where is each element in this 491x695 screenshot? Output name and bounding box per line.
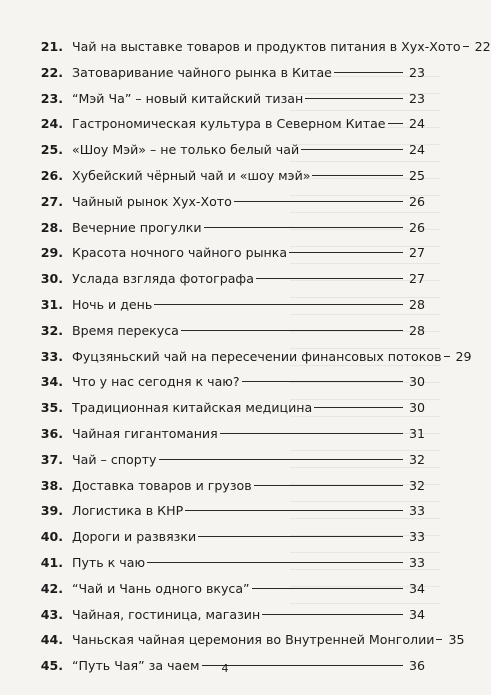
table-of-contents [33,34,491,679]
toc-entry-page: 33 [408,503,425,519]
toc-entry-page: 23 [408,64,425,80]
toc-entry-number: 23. [40,90,63,106]
toc-entry-number: 40. [40,529,63,545]
toc-entry-number: 45. [40,658,63,674]
toc-entry-title: Чаньская чайная церемония во Внутренней Монголии [72,632,435,648]
toc-entry [33,60,425,86]
toc-entry-title: Чай на выставке товаров и продуктов питания в Хух-Хото [72,39,461,54]
toc-entry-page: 35 [448,632,465,648]
toc-entry [33,34,491,60]
toc-entry-title: “Чай и Чань одного вкуса” [72,580,250,596]
leader-line [301,149,403,150]
toc-entry-number: 34. [40,374,63,390]
toc-entry-number: 37. [40,451,63,467]
leader-line [289,252,403,253]
leader-line [159,459,404,460]
toc-entry-number: 32. [40,322,63,338]
leader-line [436,639,442,640]
leader-line [234,201,403,202]
toc-entry-page: 30 [408,374,425,390]
leader-line [185,510,403,511]
toc-entry-number: 39. [40,503,63,519]
toc-entry [33,447,425,473]
toc-entry [33,215,425,241]
toc-entry [33,524,425,550]
toc-entry-page: 27 [408,271,425,287]
toc-entry-page: 33 [408,529,425,545]
toc-entry-page: 25 [408,167,425,183]
toc-entry-number: 26. [40,167,63,183]
toc-entry-page: 28 [408,296,425,312]
toc-entry-title: Чайная гигантомания [72,425,218,441]
toc-entry-title: Традиционная китайская медицина [72,400,313,416]
leader-line [154,304,403,305]
toc-entry-page: 32 [408,477,425,493]
leader-line [256,278,403,279]
leader-line [220,433,403,434]
toc-entry-title: Время перекуса [72,322,179,338]
leader-line [204,227,403,228]
toc-entry [33,421,425,447]
toc-entry-title: Чайный рынок Хух-Хото [72,193,232,209]
toc-entry [33,498,425,524]
toc-entry-number: 21. [40,39,63,54]
toc-entry-title: Что у нас сегодня к чаю? [72,374,240,390]
toc-entry-number: 36. [40,425,63,441]
toc-entry [33,189,425,215]
toc-entry-title: Гастрономическая культура в Северном Китае [72,116,386,132]
toc-entry [33,550,425,576]
toc-entry-number: 43. [40,606,63,622]
leader-line [334,72,403,73]
toc-entry-page: 36 [408,658,425,674]
toc-entry-title: Услада взгляда фотографа [72,271,254,287]
toc-entry-page: 26 [408,193,425,209]
leader-line [262,614,403,615]
page-number: 4 [221,662,229,675]
toc-entry-number: 35. [40,400,63,416]
toc-entry-number: 42. [40,580,63,596]
toc-entry-number: 31. [40,296,63,312]
leader-line [254,485,403,486]
toc-entry-title: Доставка товаров и грузов [72,477,252,493]
toc-entry-page: 26 [408,219,425,235]
toc-entry-page: 29 [455,348,472,364]
toc-entry-page: 27 [408,245,425,261]
toc-entry-title: «Шоу Мэй» – не только белый чай [72,142,300,158]
toc-entry-number: 41. [40,554,63,570]
toc-entry [33,395,425,421]
toc-entry [33,369,425,395]
toc-entry-number: 27. [40,193,63,209]
leader-line [198,536,403,537]
toc-entry [33,318,425,344]
leader-line [388,123,403,124]
toc-entry-number: 28. [40,219,63,235]
toc-entry-title: Хубейский чёрный чай и «шоу мэй» [72,167,311,183]
toc-entry-number: 22. [40,64,63,80]
toc-entry-number: 30. [40,271,63,287]
leader-line [314,407,403,408]
toc-entry [33,86,425,112]
leader-line [181,330,403,331]
toc-entry [33,627,465,653]
toc-entry-number: 33. [40,348,63,364]
toc-entry-page: 28 [408,322,425,338]
toc-entry-page: 31 [408,425,425,441]
toc-entry-page: 30 [408,400,425,416]
toc-entry-page: 33 [408,554,425,570]
toc-entry-number: 29. [40,245,63,261]
toc-entry [33,292,425,318]
toc-entry [33,240,425,266]
toc-entry-title: Ночь и день [72,296,153,312]
toc-entry [33,576,425,602]
toc-entry-title: Фуцзяньский чай на пересечении финансовых потоков [72,348,442,364]
leader-line [147,562,403,563]
leader-line [305,98,403,99]
toc-entry [33,473,425,499]
toc-entry-page: 24 [408,142,425,158]
toc-entry-title: “Путь Чая” за чаем [72,658,200,674]
toc-entry-title: Вечерние прогулки [72,219,202,235]
toc-entry [33,137,425,163]
toc-entry-number: 24. [40,116,63,132]
toc-entry-title: Дороги и развязки [72,529,197,545]
toc-entry-page: 32 [408,451,425,467]
toc-entry-title: Логистика в КНР [72,503,184,519]
toc-entry-title: Красота ночного чайного рынка [72,245,288,261]
toc-entry-number: 44. [40,632,63,648]
toc-entry-title: Путь к чаю [72,554,146,570]
leader-line [312,175,403,176]
toc-entry-number: 25. [40,142,63,158]
toc-entry [33,111,425,137]
toc-entry-page: 24 [408,116,425,132]
leader-line [463,46,469,47]
toc-entry-title: Затоваривание чайного рынка в Китае [72,64,332,80]
toc-entry-page: 34 [408,580,425,596]
toc-entry [33,344,472,370]
toc-entry [33,602,425,628]
toc-entry [33,266,425,292]
leader-line [242,381,403,382]
leader-line [444,356,450,357]
toc-entry-page: 22 [474,39,491,54]
toc-entry-title: Чай – спорту [72,451,157,467]
leader-line [252,588,403,589]
toc-entry-title: Чайная, гостиница, магазин [72,606,261,622]
toc-entry-page: 23 [408,90,425,106]
toc-entry-number: 38. [40,477,63,493]
toc-entry-page: 34 [408,606,425,622]
toc-entry-title: “Мэй Ча” – новый китайский тизан [72,90,304,106]
toc-entry [33,163,425,189]
